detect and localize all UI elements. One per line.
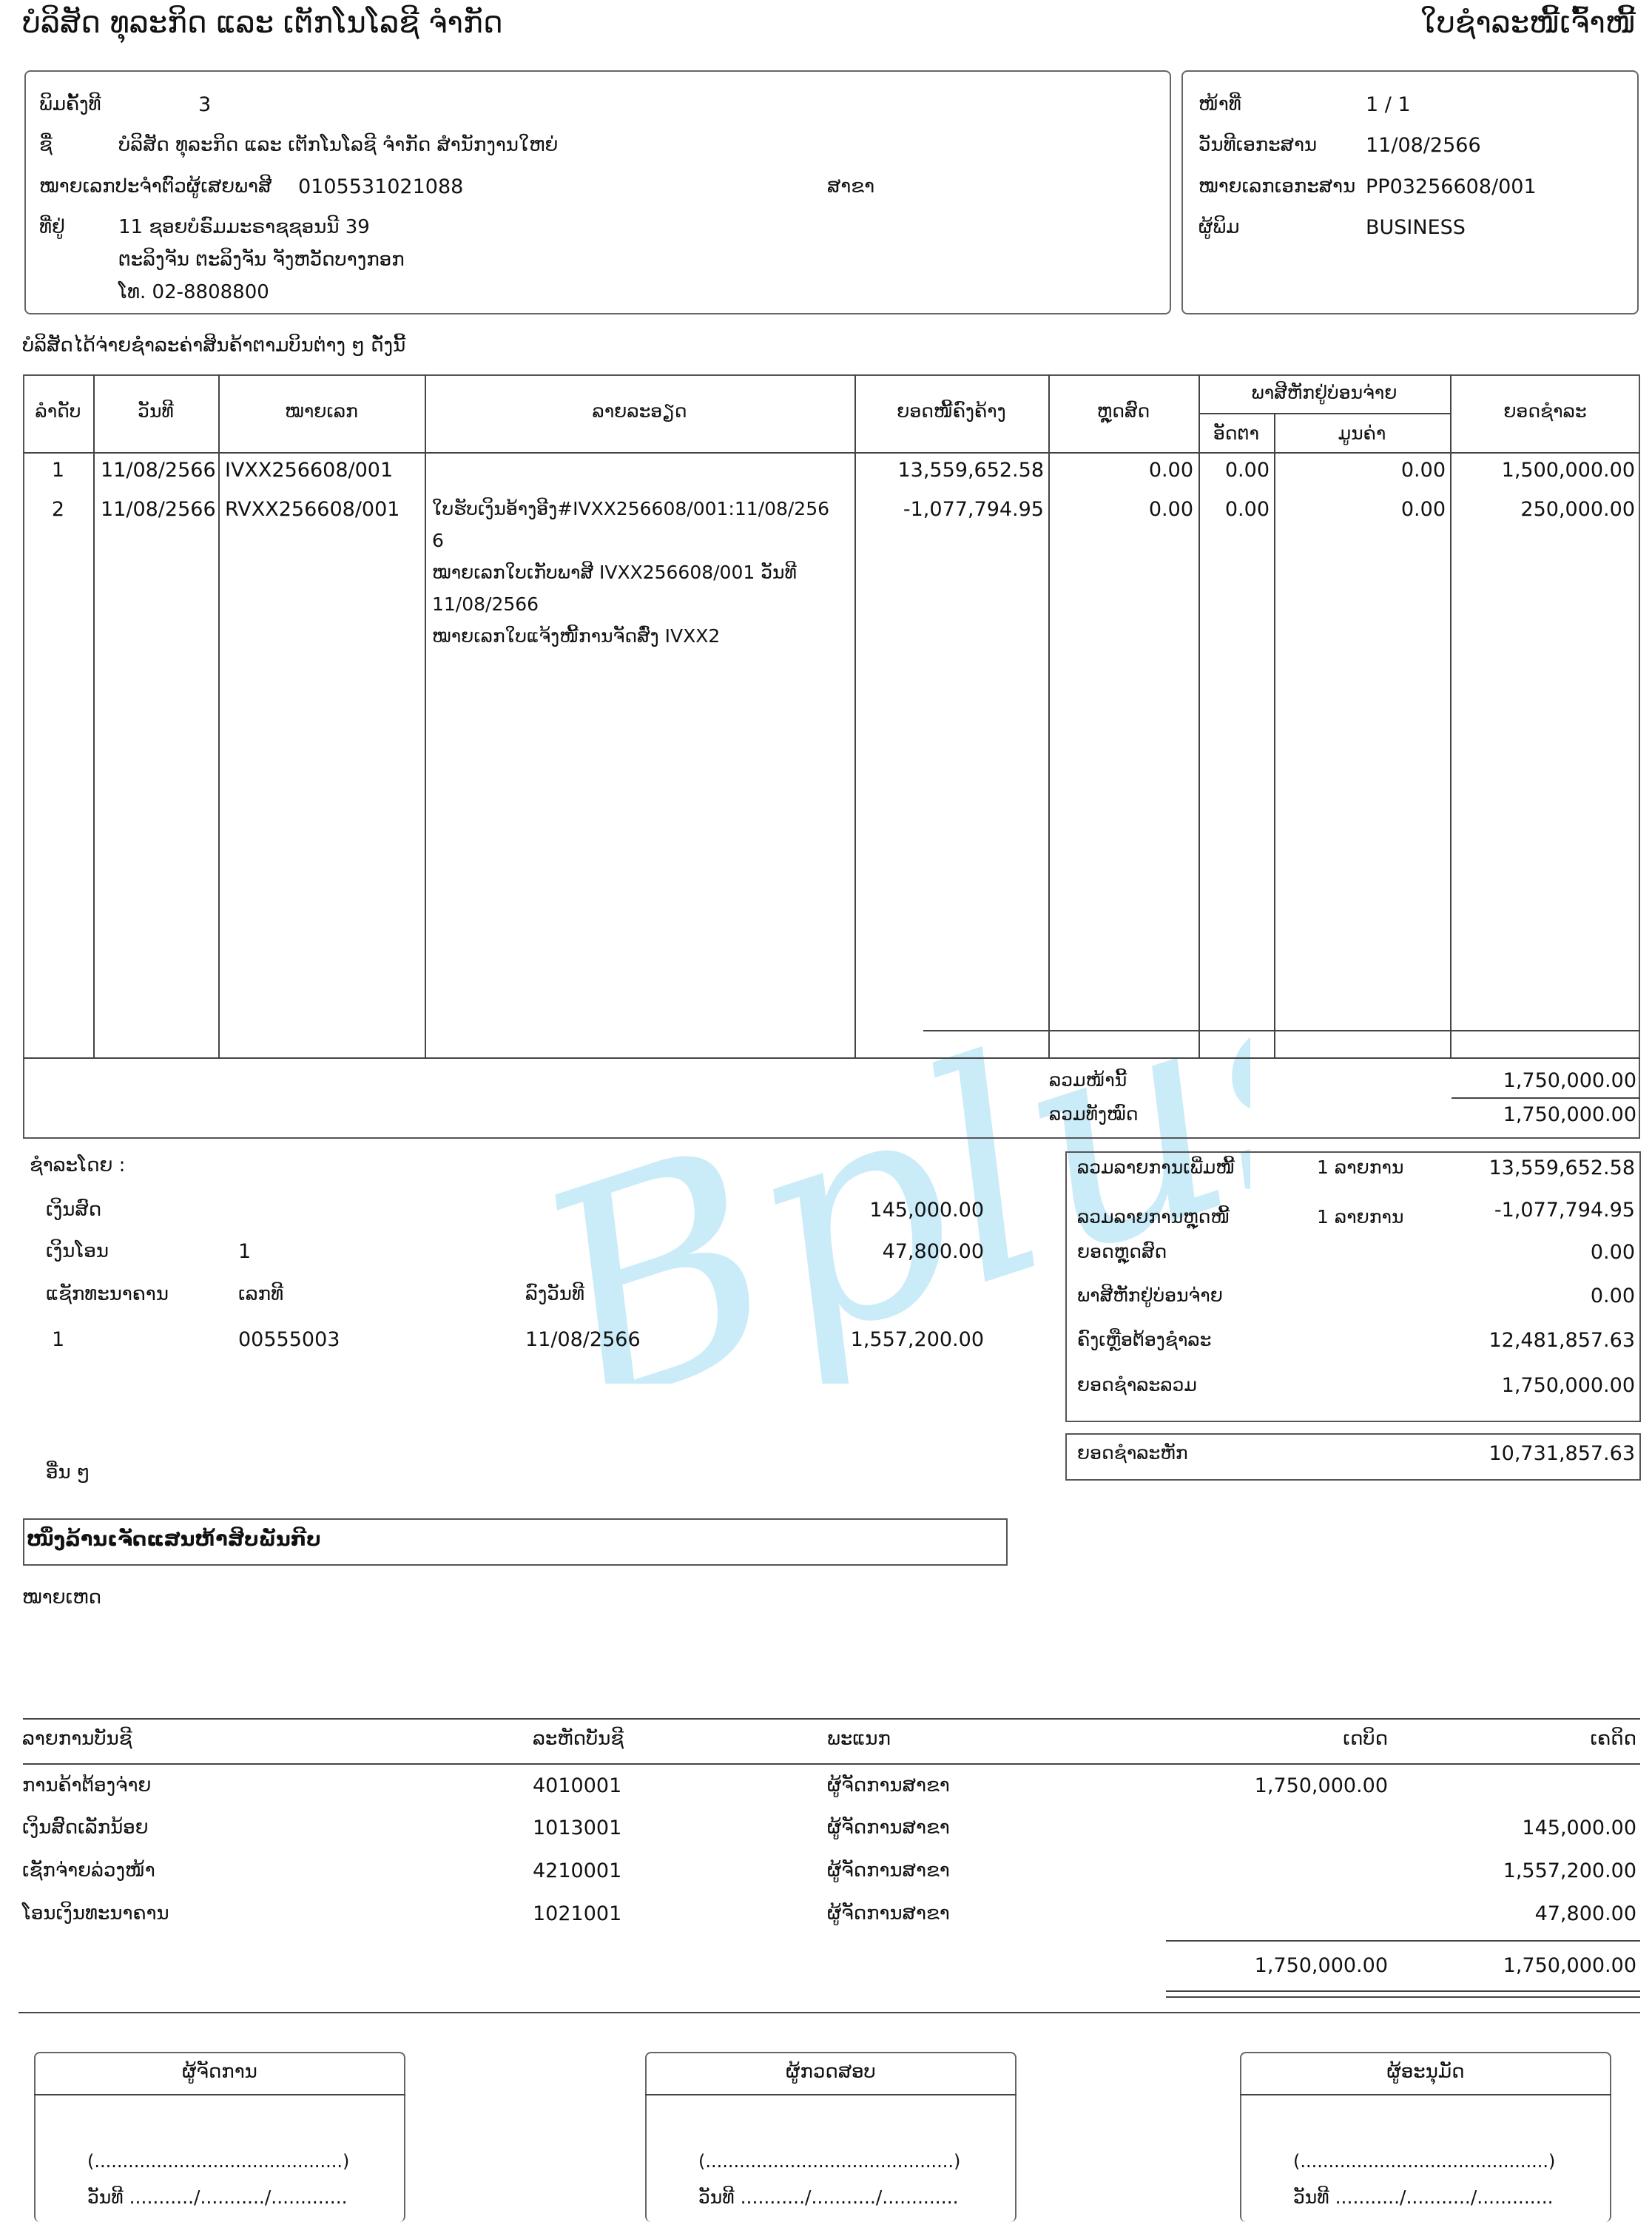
- ledger-row1-debit: 1,750,000.00: [1254, 1774, 1388, 1797]
- net-payment-value: 10,731,857.63: [1489, 1442, 1635, 1465]
- col-detail-header: ລາຍລະອຽດ: [592, 400, 687, 422]
- summary-remaining-label: ຄົງເຫຼືອຕ້ອງຊຳລະ: [1077, 1329, 1212, 1350]
- row1-no: 1: [51, 459, 65, 482]
- ledger-row3-department: ຜູ້ຈັດການສາຂາ: [827, 1859, 950, 1882]
- ledger-row3-credit: 1,557,200.00: [1503, 1859, 1636, 1882]
- row2-no: 2: [51, 498, 65, 521]
- page-value: 1 / 1: [1366, 93, 1411, 116]
- summary-increase-count: 1 ລາຍການ: [1317, 1157, 1404, 1178]
- col-paid-header: ຍອດຊຳລະ: [1503, 400, 1587, 422]
- address-line1: 11 ຊອຍບໍຣົມມະຣາຊຊອນນີ 39: [118, 216, 370, 238]
- grand-total: 1,750,000.00: [1503, 1103, 1636, 1126]
- company-name: ບໍລິສັດ ທຸລະກິດ ແລະ ເຕັກໂນໂລຊີ ຈຳກັດ: [22, 6, 503, 40]
- row2-outstanding: -1,077,794.95: [903, 498, 1044, 521]
- row2-detail-line4: 11/08/2566: [432, 593, 539, 615]
- summary-decrease-label: ລວມລາຍການຫຼຸດໜີ້: [1077, 1206, 1230, 1228]
- tax-id: 0105531021088: [298, 175, 464, 198]
- cheque-date-label: ລົງວັນທີ: [525, 1283, 585, 1305]
- ledger-row4-account: ໂອນເງິນທະນາຄານ: [22, 1902, 169, 1925]
- ledger-row1-code: 4010001: [533, 1774, 622, 1797]
- ledger-row3-account: ເຊັກຈ່າຍລ່ວງໜ້າ: [22, 1859, 155, 1882]
- cheque-amount: 1,557,200.00: [850, 1328, 984, 1351]
- row2-wht-value: 0.00: [1400, 498, 1446, 521]
- ledger-row4-code: 1021001: [533, 1902, 622, 1925]
- phone: ໂທ. 02-8808800: [118, 281, 269, 303]
- document-title: ໃບຊຳລະໜີ້ເຈົ້າໜີ້: [1420, 6, 1636, 40]
- row2-detail-line2: 6: [432, 530, 444, 551]
- remarks-label: ໝາຍເຫດ: [22, 1586, 102, 1609]
- signature-auditor-name-line: (............................................): [698, 2151, 961, 2172]
- row2-wht-rate: 0.00: [1224, 498, 1270, 521]
- ledger-row2-code: 1013001: [533, 1817, 622, 1839]
- row1-date: 11/08/2566: [101, 459, 216, 482]
- cheque-no: 00555003: [238, 1328, 340, 1351]
- name-label: ຊື່: [39, 134, 53, 156]
- transfer-label: ເງິນໂອນ: [46, 1240, 109, 1262]
- ledger-code-header: ລະຫັດບັນຊີ: [533, 1728, 624, 1750]
- cash-label: ເງິນສົດ: [46, 1199, 102, 1221]
- payment-title: ຊຳລະໂດຍ :: [30, 1154, 126, 1176]
- summary-discount-label: ຍອດຫຼຸດສົດ: [1077, 1241, 1167, 1262]
- signature-manager-date-line: ວັນທີ .........../.........../.............: [87, 2186, 348, 2208]
- watermark-text: Bplus: [510, 999, 1250, 1384]
- signature-manager-title: ຜູ້ຈັດການ: [182, 2061, 257, 2083]
- col-no-header: ລຳດັບ: [35, 400, 81, 422]
- summary-wht-label: ພາສີຫັກຢູ່ບ່ອນຈ່າຍ: [1077, 1285, 1223, 1306]
- intro-text: ບໍລິສັດໄດ້ຈ່າຍຊຳລະຄ່າສິນຄ້າຕາມບິນຕ່າງ ໆ ດັ່ງນີ້: [22, 334, 406, 357]
- ledger-row4-credit: 47,800.00: [1534, 1902, 1636, 1925]
- branch-label: ສາຂາ: [827, 175, 875, 198]
- summary-paid-total-label: ຍອດຊຳລະລວມ: [1077, 1374, 1197, 1396]
- cheque-no-label: ເລກທີ: [238, 1283, 284, 1305]
- row1-paid: 1,500,000.00: [1501, 459, 1635, 482]
- other-label: ອື່ນ ໆ: [46, 1461, 90, 1484]
- signature-approver-title: ຜູ້ອະນຸມັດ: [1386, 2061, 1465, 2083]
- ledger-credit-header: ເຄດິດ: [1590, 1728, 1636, 1750]
- summary-remaining-value: 12,481,857.63: [1489, 1329, 1635, 1352]
- doc-no-label: ໝາຍເລກເອກະສານ: [1198, 175, 1356, 198]
- cheque-bank: 1: [52, 1328, 65, 1351]
- amount-in-words: ໜຶ່ງລ້ານເຈັດແສນຫ້າສິບພັນກີບ: [27, 1528, 321, 1551]
- col-number-header: ໝາຍເລກ: [285, 400, 358, 422]
- row2-number: RVXX256608/001: [225, 498, 400, 521]
- signature-auditor-title: ຜູ້ກວດສອບ: [786, 2061, 876, 2083]
- address-line2: ຕະລິງຈັນ ຕະລິງຈັນ ຈັງຫວັດບາງກອກ: [118, 249, 405, 271]
- page-total: 1,750,000.00: [1503, 1069, 1636, 1092]
- ledger-row2-department: ຜູ້ຈັດການສາຂາ: [827, 1817, 950, 1839]
- summary-discount-value: 0.00: [1590, 1241, 1635, 1264]
- row1-outstanding: 13,559,652.58: [897, 459, 1044, 482]
- row2-detail-line3: ໝາຍເລກໃບເກັບພາສີ IVXX256608/001 ວັນທີ: [432, 562, 797, 583]
- ledger-total-debit: 1,750,000.00: [1254, 1954, 1388, 1977]
- summary-decrease-value: -1,077,794.95: [1494, 1199, 1635, 1222]
- ledger-account-header: ລາຍການບັນຊີ: [22, 1728, 132, 1750]
- summary-increase-value: 13,559,652.58: [1489, 1157, 1635, 1179]
- row2-discount: 0.00: [1148, 498, 1193, 521]
- ledger-row2-credit: 145,000.00: [1522, 1817, 1636, 1839]
- row2-paid: 250,000.00: [1520, 498, 1635, 521]
- ledger-total-credit: 1,750,000.00: [1503, 1954, 1636, 1977]
- page-label: ໜ້າທີ່: [1198, 93, 1241, 115]
- row1-wht-value: 0.00: [1400, 459, 1446, 482]
- doc-date-label: ວັນທີເອກະສານ: [1198, 134, 1318, 156]
- ledger-row2-account: ເງິນສົດເລັກນ້ອຍ: [22, 1817, 149, 1839]
- page-total-label: ລວມໜ້ານີ້: [1049, 1069, 1127, 1091]
- ledger-row3-code: 4210001: [533, 1859, 622, 1882]
- ledger-debit-header: ເດບິດ: [1343, 1728, 1388, 1750]
- summary-wht-value: 0.00: [1590, 1285, 1635, 1307]
- doc-no: PP03256608/001: [1366, 175, 1537, 198]
- summary-decrease-count: 1 ລາຍການ: [1317, 1206, 1404, 1228]
- signature-approver-name-line: (............................................): [1293, 2151, 1556, 2172]
- col-wht-value-header: ມູນຄ່າ: [1338, 422, 1386, 444]
- signature-manager-name-line: (............................................): [87, 2151, 350, 2172]
- summary-paid-total-value: 1,750,000.00: [1501, 1374, 1635, 1397]
- ledger-row1-account: ການຄ້າຕ້ອງຈ່າຍ: [22, 1774, 152, 1797]
- cash-amount: 145,000.00: [869, 1199, 984, 1222]
- printer: BUSINESS: [1366, 216, 1466, 239]
- company-name-value: ບໍລິສັດ ທຸລະກິດ ແລະ ເຕັກໂນໂລຊີ ຈຳກັດ ສຳນັກງານໃຫຍ່: [118, 134, 559, 156]
- col-discount-header: ຫຼຸດສົດ: [1096, 400, 1150, 422]
- print-count: 3: [198, 93, 212, 116]
- ledger-row4-department: ຜູ້ຈັດການສາຂາ: [827, 1902, 950, 1925]
- row1-number: IVXX256608/001: [225, 459, 394, 482]
- doc-date: 11/08/2566: [1366, 134, 1481, 157]
- print-count-label: ພິມຄັ້ງທີ: [39, 93, 101, 115]
- col-wht-rate-header: ອັດຕາ: [1213, 422, 1260, 444]
- row2-detail-line1: ໃບຮັບເງິນອ້າງອີງ#IVXX256608/001:11/08/256: [432, 498, 830, 519]
- transfer-amount: 47,800.00: [882, 1240, 984, 1263]
- summary-increase-label: ລວມລາຍການເພີ່ມໜີ້: [1077, 1157, 1235, 1178]
- cheque-date: 11/08/2566: [525, 1328, 641, 1351]
- signature-auditor-date-line: ວັນທີ .........../.........../.............: [698, 2186, 959, 2208]
- address-label: ທີ່ຢູ່: [39, 216, 65, 238]
- row2-date: 11/08/2566: [101, 498, 216, 521]
- col-outstanding-header: ຍອດໜີ້ຄົງຄ້າງ: [897, 400, 1006, 422]
- printer-label: ຜູ້ພິມ: [1198, 216, 1240, 238]
- signature-approver-date-line: ວັນທີ .........../.........../.............: [1293, 2186, 1554, 2208]
- net-payment-label: ຍອດຊຳລະຫັກ: [1077, 1442, 1188, 1464]
- tax-id-label: ໝາຍເລກປະຈຳຕົວຜູ້ເສຍພາສີ: [39, 175, 272, 198]
- transfer-count: 1: [238, 1240, 252, 1263]
- grand-total-label: ລວມທັງໝົດ: [1049, 1103, 1139, 1125]
- col-date-header: ວັນທີ: [138, 400, 174, 422]
- cheque-bank-label: ແຊັກທະນາຄານ: [46, 1283, 169, 1305]
- col-wht-group-header: ພາສີຫັກຢູ່ບ່ອນຈ່າຍ: [1251, 382, 1398, 403]
- ledger-department-header: ພະແນກ: [827, 1728, 891, 1750]
- row2-detail-line5: ໝາຍເລກໃບແຈ້ງໜີ້ການຈັດສົ່ງ IVXX2: [432, 625, 721, 647]
- items-table: [23, 374, 1640, 1139]
- row1-discount: 0.00: [1148, 459, 1193, 482]
- row1-wht-rate: 0.00: [1224, 459, 1270, 482]
- ledger-row1-department: ຜູ້ຈັດການສາຂາ: [827, 1774, 950, 1797]
